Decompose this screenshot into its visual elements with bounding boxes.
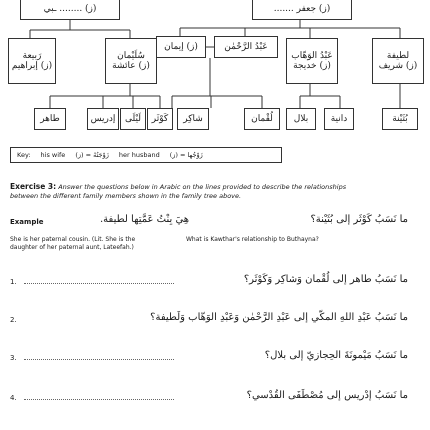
example-answer-english: She is her paternal cousin. (Lit. She is the daughter of her paternal aunt, Lateefah.)	[10, 236, 136, 251]
child-box-idris	[87, 108, 119, 130]
child-box-shakir	[177, 108, 209, 130]
member-name: سُلَيْمان	[117, 50, 145, 61]
key-her-husband: her husband	[118, 151, 160, 159]
grandparents-left-name: (ز) ........ ـبي	[43, 4, 97, 15]
member-spouse: (ز) شريف	[378, 61, 418, 71]
tree-key	[10, 147, 282, 163]
question-text: ما نَسَبُ إدْريس إلى مُصْطَفَى القُدْسي؟	[246, 390, 408, 401]
question-number: 2.	[10, 316, 17, 324]
question-3	[10, 346, 422, 372]
key-his-wife-arabic: زَوْجَتُهُ = (ز)	[75, 151, 109, 159]
child-box-dania	[324, 108, 354, 130]
answer-line[interactable]	[24, 359, 174, 360]
child-name: بُثَيْنة	[392, 113, 408, 124]
child-name: بلال	[293, 113, 309, 124]
member-name: رَبيعة	[22, 50, 42, 61]
key-his-wife: his wife	[40, 151, 66, 159]
key-label: Key:	[17, 151, 31, 159]
member-box-abd-al-wahhab	[286, 38, 338, 84]
child-box-tahir	[34, 108, 66, 130]
example-question-arabic: ما نَسَبُ كَوْثَر إلى بُثَيْنة؟	[310, 214, 408, 225]
member-box-sulayman	[105, 38, 157, 84]
example-answer-arabic: هِيَ بِنْتُ عَمَّتِها لطيفة.	[100, 214, 190, 225]
member-name: (ز) إيمان	[164, 41, 198, 52]
member-name: عَبْدُ الرَّحْمٰن	[224, 41, 268, 52]
key-her-husband-arabic: زَوْجُها = (ز)	[169, 151, 203, 159]
member-box-iman	[156, 36, 206, 58]
question-1	[10, 270, 422, 296]
member-name: عَبْدُ الوَهّاب	[291, 50, 333, 61]
member-spouse: (ز) عائشة	[112, 61, 150, 71]
question-text: ما نَسَبُ طاهر إلى لُقْمان وَشاكِر وَكَوْثَر؟	[243, 274, 408, 285]
child-name: إدريس	[90, 113, 116, 124]
example-question-english: What is Kawthar's relationship to Buthayna?	[186, 236, 319, 243]
family-tree	[0, 0, 430, 150]
answer-line[interactable]	[24, 283, 174, 284]
question-text: ما نَسَبُ عَبْدِ اللهِ المكّي إلى عَبْدِ الرَّحْمٰن وَعَبْدِ الوَهّاب وَلَطيفة؟	[150, 312, 408, 323]
member-name: لطيفة	[386, 50, 410, 61]
member-box-rabia	[8, 38, 56, 84]
question-number: 4.	[10, 394, 17, 402]
child-box-buthayna	[382, 108, 418, 130]
child-name: شاكِر	[183, 113, 203, 124]
child-name: كَوْثَر	[151, 113, 169, 124]
child-box-luqman	[244, 108, 280, 130]
exercise-instruction-line-1: Answer the questions below in Arabic on the lines provided to describe the relationships	[58, 183, 347, 191]
child-box-layla	[120, 108, 146, 130]
grandparents-right-name: (ز) جعفر .......	[273, 4, 331, 15]
child-name: لُقْمان	[251, 113, 273, 124]
member-box-latifa	[372, 38, 424, 84]
member-spouse: (ز) إبراهيم	[11, 61, 53, 71]
member-spouse: (ز) خديجة	[293, 61, 331, 71]
exercise-header	[10, 182, 422, 200]
child-name: دانية	[330, 113, 348, 124]
question-number: 3.	[10, 354, 17, 362]
exercise-instruction-line-2: between the different family members shown in the family tree above.	[10, 191, 242, 200]
answer-line[interactable]	[24, 399, 174, 400]
example-label: Example	[10, 218, 44, 226]
grandparents-right-box	[252, 0, 352, 20]
question-4	[10, 386, 422, 412]
grandparents-left-box	[20, 0, 120, 20]
child-box-bilal	[286, 108, 316, 130]
question-text: ما نَسَبُ مَيْمونَةَ الحِجازيّ إلى بلال؟	[264, 350, 408, 361]
example-block	[10, 214, 422, 254]
exercise-title: Exercise 3:	[10, 182, 57, 191]
child-name: طاهر	[40, 113, 60, 124]
child-box-kawthar	[147, 108, 173, 130]
question-2	[10, 308, 422, 334]
member-box-abd-al-rahman	[214, 36, 278, 58]
question-number: 1.	[10, 278, 17, 286]
child-name: لَيْلَى	[125, 113, 141, 124]
